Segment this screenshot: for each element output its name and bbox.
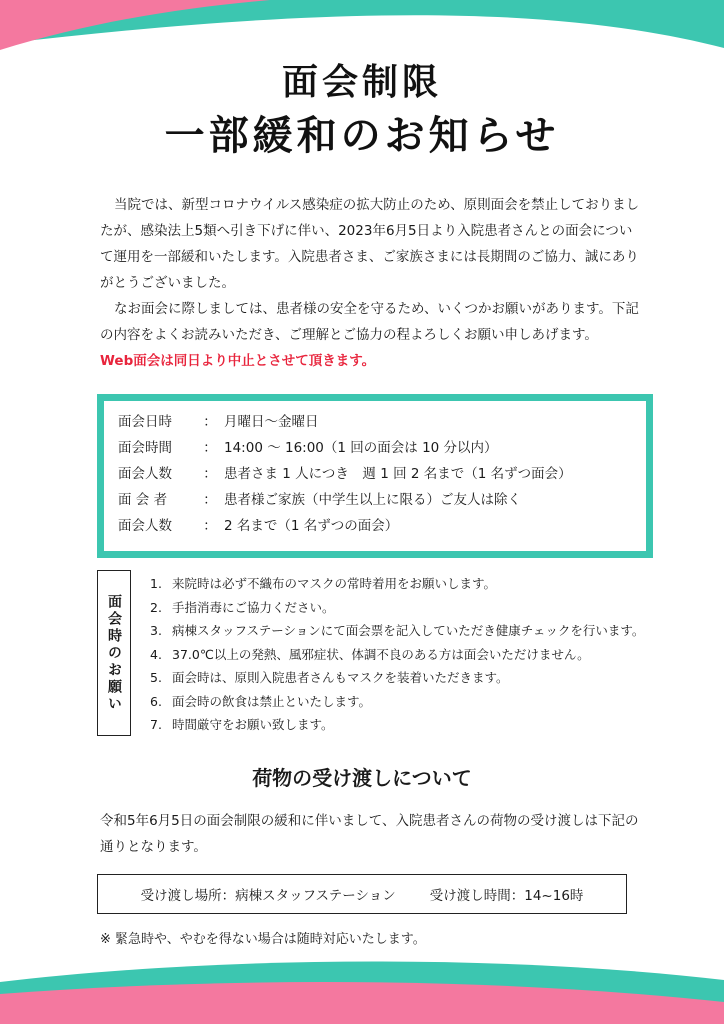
intro-paragraph-2: なお面会に際しましては、患者様の安全を守るため、いくつかお願いがあります。下記の内容をよくお読みいただき、ご理解とご協力の程よろしくお願い申しあげます。 bbox=[100, 301, 639, 343]
list-item-number: 2. bbox=[150, 599, 162, 615]
bottom-wave-decoration bbox=[0, 954, 724, 1024]
web-visit-notice: Web面会は同日より中止とさせて頂きます。 bbox=[100, 353, 376, 369]
info-value: 月曜日～金曜日 bbox=[224, 414, 319, 430]
info-label: 面会人数 bbox=[118, 518, 172, 534]
list-item-text: 面会時は、原則入院患者さんもマスクを装着いただきます。 bbox=[172, 670, 509, 685]
list-item-number: 7. bbox=[150, 717, 162, 732]
list-item-number: 1. bbox=[150, 576, 162, 591]
info-value: 患者様ご家族（中学生以上に限る）ご友人は除く bbox=[224, 492, 521, 508]
info-label: 面会日時 bbox=[118, 414, 172, 430]
list-item-text: 来院時は必ず不織布のマスクの常時着用をお願いします。 bbox=[172, 576, 497, 591]
list-item-text: 病棟スタッフステーションにて面会票を記入していただき健康チェックを行います。 bbox=[172, 623, 645, 638]
list-item bbox=[150, 619, 644, 643]
intro-section bbox=[100, 192, 640, 374]
requests-list bbox=[150, 572, 644, 737]
list-item-text: 手指消毒にご協力ください。 bbox=[172, 599, 335, 615]
list-item bbox=[150, 572, 644, 596]
list-item bbox=[150, 643, 644, 667]
list-item bbox=[150, 690, 644, 714]
info-colon: ： bbox=[203, 414, 217, 430]
requests-vertical-label bbox=[97, 570, 131, 736]
emergency-note: ※ 緊急時や、やむを得ない場合は随時対応いたします。 bbox=[100, 932, 426, 947]
info-row bbox=[118, 409, 632, 435]
info-row bbox=[118, 461, 632, 487]
info-value: 患者さま 1 人につき 週 1 回 2 名まで（1 名ずつ面会） bbox=[224, 466, 572, 482]
info-row bbox=[118, 435, 632, 461]
delivery-section bbox=[100, 808, 640, 860]
delivery-place: 受け渡し場所：病棟スタッフステーション bbox=[140, 888, 396, 904]
intro-paragraph-1: 当院では、新型コロナウイルス感染症の拡大防止のため、原則面会を禁止しておりましたが、感染法上5類へ引き下げに伴い、2023年6月5日より入院患者さんとの面会について運用を一部緩和いたします。入院患者さま、ご家族さまには長期間のご協力、誠にありがとうございました。 bbox=[100, 197, 640, 291]
list-item bbox=[150, 713, 644, 737]
list-item-number: 4. bbox=[150, 646, 162, 662]
delivery-paragraph: 令和5年6月5日の面会制限の緩和に伴いまして、入院患者さんの荷物の受け渡しは下記の通りとなります。 bbox=[100, 813, 639, 855]
requests-label-text: 面会時のお願い bbox=[106, 593, 122, 713]
info-label: 面会人数 bbox=[118, 466, 172, 482]
list-item-number: 5. bbox=[150, 670, 162, 685]
list-item-text: 時間厳守をお願い致します。 bbox=[172, 717, 334, 732]
list-item-number: 6. bbox=[150, 693, 162, 709]
visit-info-box bbox=[97, 394, 653, 558]
list-item-text: 37.0℃以上の発熱、風邪症状、体調不良のある方は面会いただけません。 bbox=[172, 646, 590, 662]
list-item bbox=[150, 596, 644, 620]
info-row bbox=[118, 487, 632, 513]
info-label: 面 会 者 bbox=[118, 492, 168, 508]
info-colon: ： bbox=[203, 440, 217, 456]
list-item-text: 面会時の飲食は禁止といたします。 bbox=[172, 693, 372, 709]
info-colon: ： bbox=[203, 466, 217, 482]
info-row bbox=[118, 513, 632, 539]
info-label: 面会時間 bbox=[118, 440, 172, 456]
delivery-time: 受け渡し時間：14~16時 bbox=[429, 888, 584, 904]
info-colon: ： bbox=[203, 492, 217, 508]
delivery-info-box bbox=[97, 874, 627, 914]
top-wave-decoration bbox=[0, 0, 724, 60]
delivery-heading: 荷物の受け渡しについて bbox=[252, 766, 472, 790]
info-value: 14:00 ～ 16:00（1 回の面会は 10 分以内） bbox=[224, 440, 498, 456]
info-value: 2 名まで（1 名ずつの面会） bbox=[224, 518, 399, 534]
page-title-line1: 面会制限 bbox=[281, 62, 442, 103]
page-title-line2: 一部緩和のお知らせ bbox=[164, 113, 560, 159]
list-item bbox=[150, 666, 644, 690]
info-colon: ： bbox=[203, 518, 217, 534]
list-item-number: 3. bbox=[150, 623, 162, 638]
